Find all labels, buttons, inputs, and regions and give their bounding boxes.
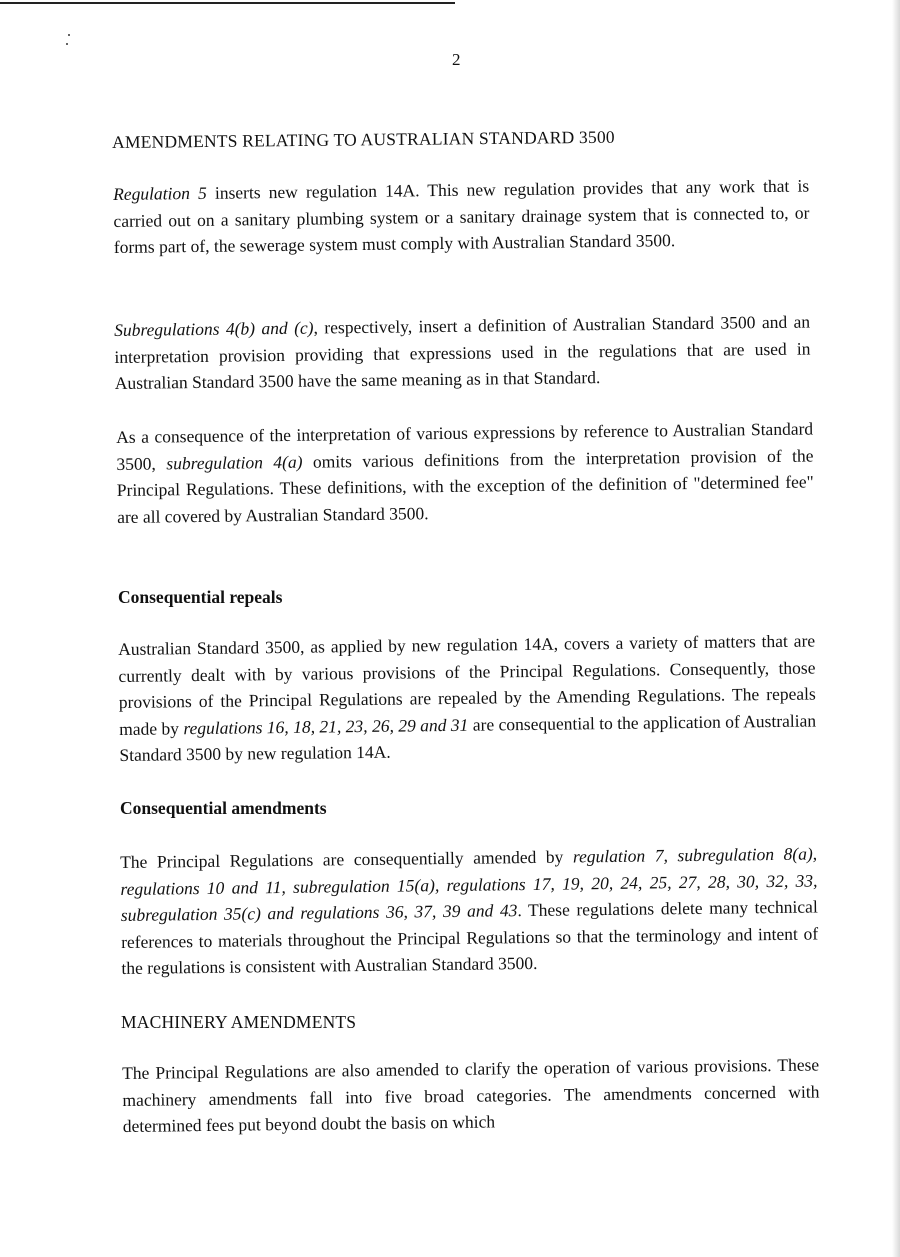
paragraph-text: are consequential to the application of Australian Standard 3500 by new regulation 14A. — [119, 709, 817, 765]
paragraph-text: As a consequence of the interpretation of various expressions by reference to Australian Standard 3500, — [116, 418, 814, 474]
scan-speck — [66, 43, 68, 45]
scan-speck — [68, 34, 70, 36]
section-heading-as3500: AMENDMENTS RELATING TO AUSTRALIAN STANDARD 3500 — [112, 126, 615, 152]
italic-reference: regulations 16, 18, 21, 23, 26, 29 and 31 — [183, 714, 469, 738]
page-edge-shadow — [892, 0, 900, 1257]
paragraph-amendments — [120, 840, 819, 981]
paragraph-text: omits various definitions from the interpretation provision of the Principal Regulations. These definitions, with the exception of the definition of "determined fee" are all covered by Australian Standard 3500. — [116, 444, 814, 527]
section-heading-machinery: MACHINERY AMENDMENTS — [121, 1012, 357, 1032]
paragraph-text: , respectively, insert a definition of Australian Standard 3500 and an interpretation provision providing that expressions used in the regulations that are used in Australian Standard 3500 have the same meaning as in that Standard. — [114, 311, 811, 393]
paragraph-machinery — [122, 1051, 820, 1139]
paragraph-text: . These regulations delete many technical references to materials throughout the Principal Regulations so that the terminology and intent of the regulations is consistent with Australian Standard 3500. — [121, 896, 819, 978]
paragraph-text: inserts new regulation 14A. This new regulation provides that any work that is carried out on a sanitary plumbing system or a sanitary drainage system that is connected to, or forms part of, the sewerage system must comply with Australian Standard 3500. — [113, 175, 810, 257]
subheading-consequential-amendments: Consequential amendments — [120, 798, 327, 818]
paragraph-text: Australian Standard 3500, as applied by new regulation 14A, covers a variety of matters that are currently dealt with by various provisions of the Principal Regulations. Consequently, those provisions of the Principal Regulations are repealed by the Amending Regulations. The repeals made by — [118, 630, 816, 739]
paragraph-text: The Principal Regulations are consequentially amended by — [120, 846, 574, 872]
paragraph-subregulation-4a — [116, 415, 814, 530]
italic-reference: regulation 7, subregulation 8(a), regulations 10 and 11, subregulation 15(a), regulations 17, 19, 20, 24, 25, 27, 28, 30, 32, 33, subregulation 35(c) and regulations 36, 37, 39 and 43 — [120, 843, 818, 925]
paragraph-repeals — [118, 627, 817, 768]
top-rule — [0, 2, 455, 4]
italic-reference: subregulation 4(a) — [166, 451, 303, 473]
italic-reference: Subregulations 4(b) and (c) — [114, 317, 314, 340]
paragraph-subregulations-4bc — [114, 308, 811, 396]
italic-reference: Regulation 5 — [113, 182, 207, 204]
paragraph-text: The Principal Regulations are also amended to clarify the operation of various provisions. These machinery amendments fall into five broad categories. The amendments concerned with determined fees put beyond doubt the basis on which — [122, 1054, 820, 1136]
subheading-consequential-repeals: Consequential repeals — [118, 587, 283, 607]
page-number: 2 — [452, 50, 461, 69]
paragraph-regulation-5 — [113, 172, 810, 260]
